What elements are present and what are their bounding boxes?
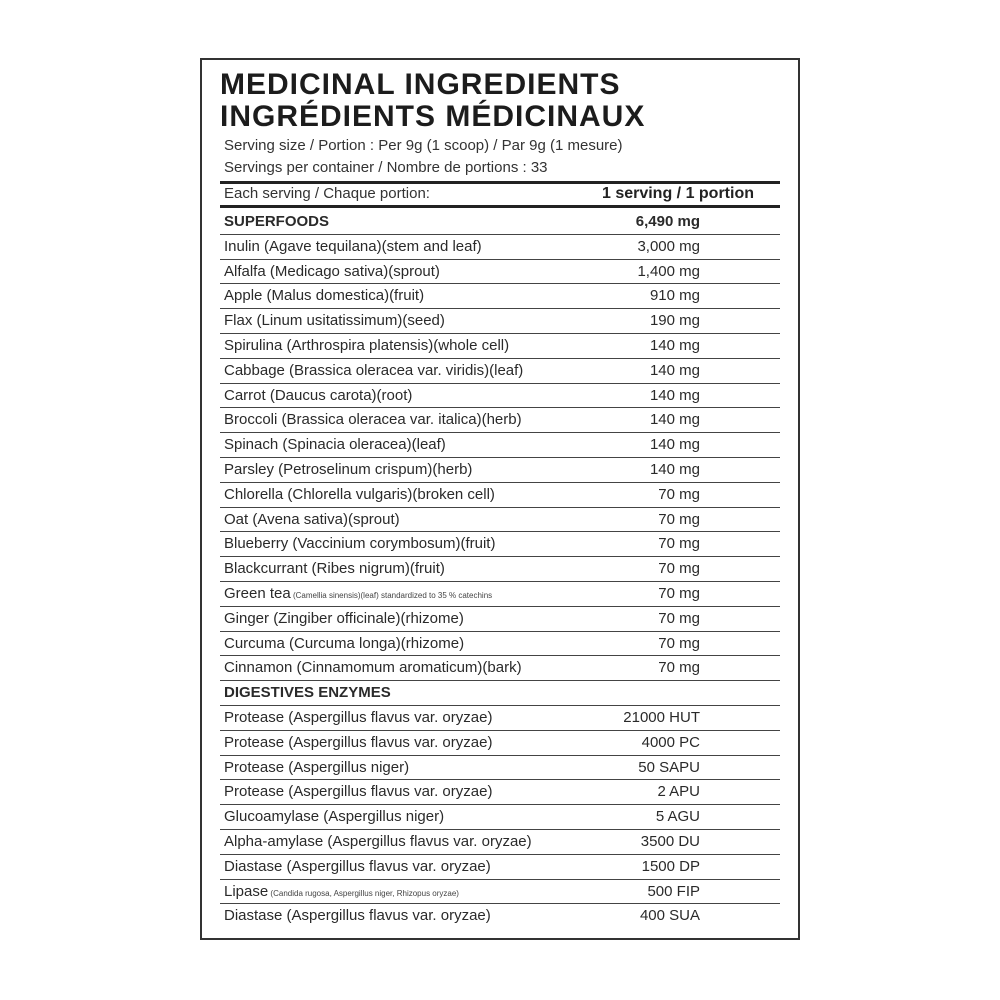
enzyme-row [220,830,780,855]
ingredient-name: Diastase (Aspergillus flavus var. oryzae) [224,907,491,925]
ingredient-name: Alpha-amylase (Aspergillus flavus var. oryzae) [224,832,532,850]
ingredient-row [220,483,780,508]
ingredient-row [220,433,780,458]
ingredient-amount: 4000 PC [641,733,700,751]
ingredient-row [220,384,780,409]
ingredient-amount: 140 mg [649,436,700,454]
ingredient-amount: 70 mg [658,634,700,652]
ingredient-amount: 910 mg [649,287,700,305]
ingredient-amount: 70 mg [658,535,700,553]
ingredient-amount: 70 mg [658,584,700,602]
ingredients-panel [200,58,800,940]
enzyme-row [220,731,780,756]
enzyme-row [220,756,780,781]
ingredient-table [220,210,780,929]
ingredient-row [220,632,780,657]
ingredient-name: DIGESTIVES ENZYMES [224,684,391,702]
ingredient-amount: 1,400 mg [637,262,700,280]
ingredient-detail: (Candida rugosa, Aspergillus niger, Rhizopus oryzae) [268,888,459,898]
ingredient-amount: 5 AGU [655,808,700,826]
enzyme-row [220,904,780,929]
ingredient-name: Lipase (Candida rugosa, Aspergillus niger, Rhizopus oryzae) [224,882,459,900]
ingredient-name: Oat (Avena sativa)(sprout) [224,510,400,528]
each-serving-amount: 1 serving / 1 portion [601,185,754,202]
ingredient-amount: 3,000 mg [637,237,700,255]
ingredient-amount: 6,490 mg [635,213,700,230]
divider-bottom [220,205,780,208]
enzyme-row [220,880,780,905]
ingredient-row [220,334,780,359]
serving-size-text: Serving size / Portion : Per 9g (1 scoop) / Par 9g (1 mesure) [224,137,623,154]
ingredient-amount: 3500 DU [640,832,700,850]
ingredient-amount: 140 mg [649,411,700,429]
ingredient-row [220,235,780,260]
ingredient-amount: 400 SUA [639,907,700,925]
ingredient-detail: (Camellia sinensis)(leaf) standardized to 35 % catechins [290,590,493,600]
enzyme-row [220,780,780,805]
ingredient-amount: 1500 DP [641,857,700,875]
ingredient-name: Green tea (Camellia sinensis)(leaf) standardized to 35 % catechins [224,584,493,602]
ingredient-amount: 50 SAPU [638,758,700,776]
ingredient-row [220,260,780,285]
ingredient-name: Spirulina (Arthrospira platensis)(whole cell) [224,336,510,354]
ingredient-amount: 2 APU [657,783,700,801]
ingredient-row [220,458,780,483]
ingredient-amount: 140 mg [649,361,700,379]
title-french: INGRÉDIENTS MÉDICINAUX [220,100,646,133]
ingredient-row [220,607,780,632]
ingredient-amount: 500 FIP [647,882,700,900]
ingredient-amount: 70 mg [658,609,700,627]
ingredient-name: Diastase (Aspergillus flavus var. oryzae) [224,857,491,875]
ingredient-amount: 190 mg [649,312,700,330]
ingredient-name: Curcuma (Curcuma longa)(rhizome) [224,634,465,652]
ingredient-name: Alfalfa (Medicago sativa)(sprout) [224,262,440,280]
ingredient-name: Blueberry (Vaccinium corymbosum)(fruit) [224,535,496,553]
ingredient-name: Flax (Linum usitatissimum)(seed) [224,312,445,330]
title-english: MEDICINAL INGREDIENTS [220,68,621,101]
servings-per-container-text: Servings per container / Nombre de portions : 33 [224,159,548,176]
ingredient-row [220,656,780,681]
ingredient-name: Protease (Aspergillus flavus var. oryzae) [224,708,493,726]
ingredient-name: SUPERFOODS [224,213,330,230]
enzyme-row [220,855,780,880]
ingredient-row [220,359,780,384]
ingredient-name: Blackcurrant (Ribes nigrum)(fruit) [224,560,445,578]
ingredient-row [220,309,780,334]
section-header-superfoods [220,210,780,235]
ingredient-row [220,532,780,557]
ingredient-name: Ginger (Zingiber officinale)(rhizome) [224,609,464,627]
ingredient-row [220,284,780,309]
ingredient-amount: 140 mg [649,460,700,478]
ingredient-row [220,582,780,607]
ingredient-name: Glucoamylase (Aspergillus niger) [224,808,445,826]
ingredient-amount: 70 mg [658,510,700,528]
ingredient-name: Cabbage (Brassica oleracea var. viridis)(leaf) [224,361,524,379]
each-serving-label: Each serving / Chaque portion: [224,185,430,202]
ingredient-name: Apple (Malus domestica)(fruit) [224,287,425,305]
ingredient-name: Protease (Aspergillus flavus var. oryzae) [224,783,493,801]
enzyme-row [220,706,780,731]
ingredient-name: Cinnamon (Cinnamomum aromaticum)(bark) [224,659,522,677]
ingredient-row [220,408,780,433]
ingredient-name: Parsley (Petroselinum crispum)(herb) [224,460,473,478]
ingredient-amount: 70 mg [658,560,700,578]
enzyme-row [220,805,780,830]
ingredient-name: Spinach (Spinacia oleracea)(leaf) [224,436,446,454]
ingredient-name: Protease (Aspergillus flavus var. oryzae) [224,733,493,751]
ingredient-name: Chlorella (Chlorella vulgaris)(broken cell) [224,485,495,503]
ingredient-amount: 70 mg [658,485,700,503]
ingredient-amount: 140 mg [649,336,700,354]
ingredient-amount: 21000 HUT [623,708,700,726]
ingredient-name: Broccoli (Brassica oleracea var. italica)(herb) [224,411,522,429]
section-header-enzymes [220,681,780,706]
ingredient-name: Carrot (Daucus carota)(root) [224,386,413,404]
ingredient-row [220,557,780,582]
each-serving-row [220,184,780,205]
ingredient-amount: 70 mg [658,659,700,677]
ingredient-name: Protease (Aspergillus niger) [224,758,410,776]
ingredient-amount: 140 mg [649,386,700,404]
ingredient-row [220,508,780,533]
ingredient-name: Inulin (Agave tequilana)(stem and leaf) [224,237,482,255]
